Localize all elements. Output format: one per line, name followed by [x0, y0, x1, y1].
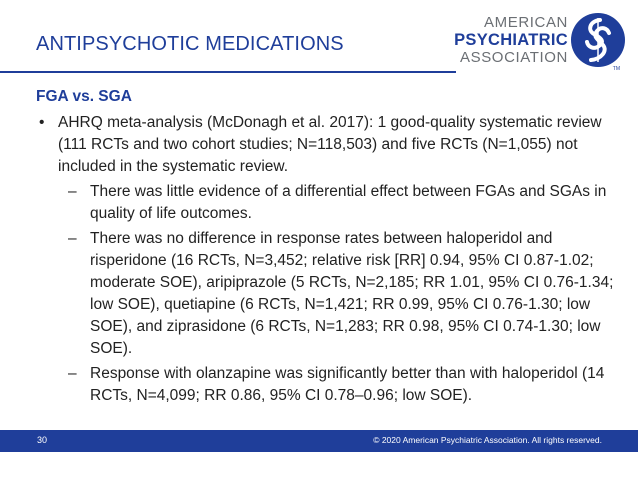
section-heading: FGA vs. SGA	[36, 88, 132, 105]
sub-bullet-text: Response with olanzapine was significantly better than with haloperidol (14 RCTs, N=4,099; RR 0.86, 95% CI 0.78–0.96; low SOE).	[90, 365, 605, 404]
apa-seal-icon	[570, 12, 626, 68]
logo-line-association: ASSOCIATION	[459, 48, 568, 66]
logo-wordmark	[454, 15, 568, 65]
logo-trademark: TM	[612, 66, 620, 72]
page-number: 30	[37, 435, 48, 445]
sub-bullet-marker: –	[68, 230, 77, 247]
sub-bullet-item	[36, 363, 616, 407]
sub-bullet-item	[36, 228, 616, 360]
sub-bullet-item	[36, 181, 616, 225]
logo-line-psychiatric: PSYCHIATRIC	[454, 31, 568, 49]
apa-logo	[456, 12, 626, 76]
bullet-text: AHRQ meta-analysis (McDonagh et al. 2017): 1 good-quality systematic review (111 RCTs and two cohort studies; N=118,503) and five RCTs (N=1,055) not included in the systematic review.	[58, 114, 602, 175]
bullet-marker: •	[39, 114, 45, 131]
slide-title: ANTIPSYCHOTIC MEDICATIONS	[36, 33, 344, 55]
slide-content	[36, 88, 616, 407]
copyright-notice: © 2020 American Psychiatric Association. All rights reserved.	[373, 435, 602, 445]
sub-bullet-text: There was little evidence of a differential effect between FGAs and SGAs in quality of life outcomes.	[90, 183, 607, 222]
bullet-item	[36, 112, 616, 178]
sub-bullet-marker: –	[68, 183, 77, 200]
logo-line-american: AMERICAN	[484, 14, 568, 31]
footer-bar	[0, 430, 638, 452]
title-rule	[0, 71, 456, 73]
sub-bullet-marker: –	[68, 365, 77, 382]
sub-bullet-text: There was no difference in response rates between haloperidol and risperidone (16 RCTs, N=3,452; relative risk [RR] 0.94, 95% CI 0.87-1.02; moderate SOE), aripiprazole (5 RCTs, N=2,185; RR 1.01, 95% CI 0.76-1.34; low SOE), quetiapine (6 RCTs, N=1,421; RR 0.99, 95% CI 0.76-1.30; low SOE), and ziprasidone (6 RCTs, N=1,283; RR 0.98, 95% CI 0.74-1.30; low SOE).	[90, 230, 614, 357]
